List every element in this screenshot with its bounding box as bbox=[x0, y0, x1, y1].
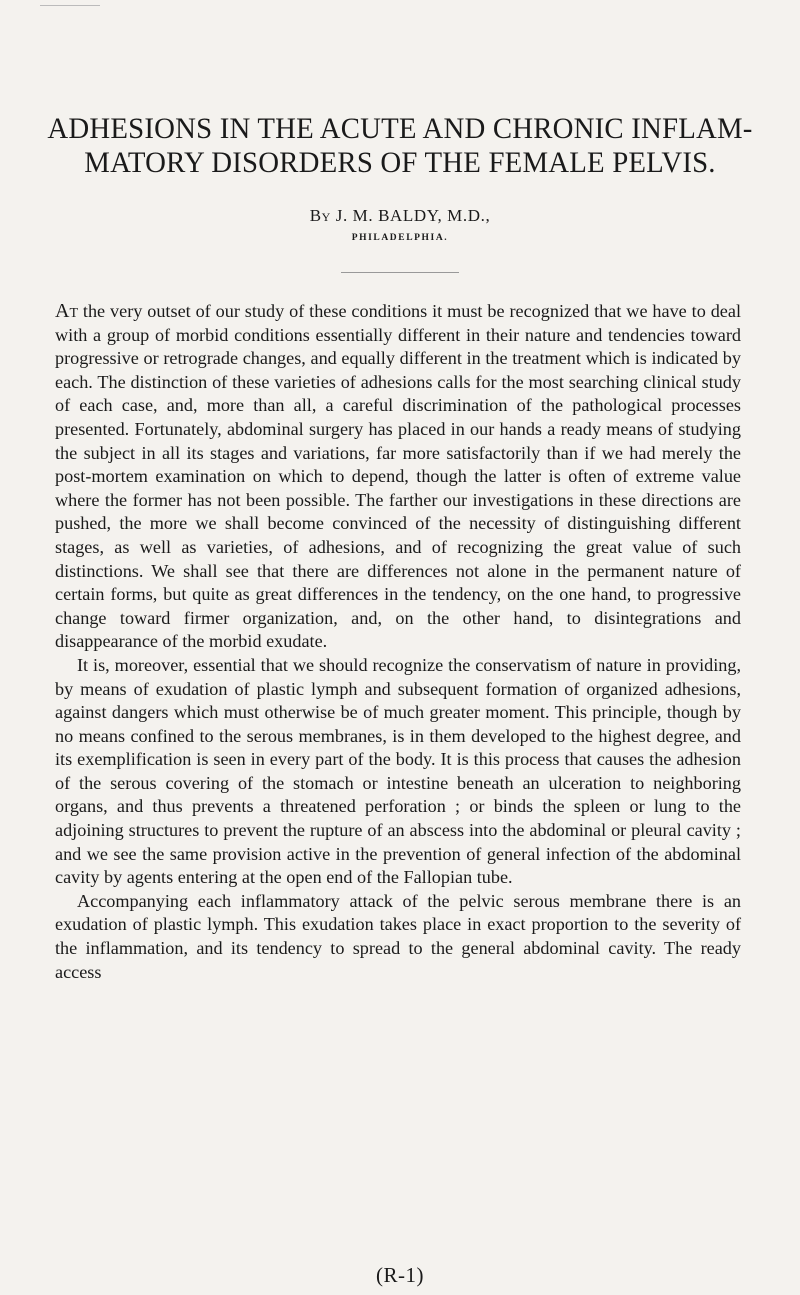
author-name: J. M. BALDY, M.D., bbox=[335, 206, 491, 225]
section-divider bbox=[341, 272, 459, 273]
byline bbox=[0, 206, 800, 226]
signature-mark: (R-1) bbox=[376, 1263, 424, 1287]
byline-prefix: By bbox=[309, 206, 331, 225]
author-city: PHILADELPHIA. bbox=[351, 233, 449, 243]
article-body bbox=[55, 300, 741, 984]
paragraph-3: Accompanying each inflammatory attack of the pelvic serous membrane there is an exudation of plastic lymph. This exudation takes place in exact proportion to the severity of the inflammation, and its tendency to spread to the general abdominal cavity. The ready access bbox=[55, 890, 741, 982]
paragraph-1-text: the very outset of our study of these conditions it must be recognized that we have to deal with a group of morbid conditions essentially different in their nature and tendencies toward progressive or retrograde changes, and equally different in the treatment which is indicated by each. The distinction of these varieties of adhesions calls for the most searching clinical study of each case, and, more than all, a careful discrimination of the pathological processes presented. Fortunately, abdominal surgery has placed in our hands a ready means of studying the subject in all its stages and variations, far more satisfactorily than if we had merely the post-mortem examination on which to depend, though the latter is often of extreme value where the former has not been possible. The farther our investigations in these directions are pushed, the more we shall become convinced of the necessity of distinguishing different stages, as well as varieties, of adhesions, and of recognizing the great value of such distinctions. We shall see that there are differences not alone in the permanent nature of certain forms, but quite as great differences in the tendency, on the one hand, to progressive change toward firmer organization, and, on the other hand, to disintegrations and disappearance of the morbid exudate. bbox=[55, 301, 741, 652]
top-rule bbox=[40, 5, 100, 6]
paragraph-1-lead: At bbox=[55, 300, 78, 322]
title-line-2: MATORY DISORDERS OF THE FEMALE PELVIS. bbox=[84, 146, 716, 179]
paragraph-1 bbox=[55, 300, 741, 654]
title-line-1: ADHESIONS IN THE ACUTE AND CHRONIC INFLAM- bbox=[47, 112, 753, 145]
paragraph-2: It is, moreover, essential that we should recognize the conservatism of nature in providing, by means of exudation of plastic lymph and subsequent formation of organized adhesions, against dangers which must otherwise be of much greater moment. This principle, though by no means confined to the serous membranes, is in them developed to the highest degree, and its exemplification is seen in every part of the body. It is this process that causes the adhesion of the serous covering of the stomach or intestine beneath an ulceration to neighboring organs, and thus prevents a threatened perforation ; or binds the spleen or lung to the adjoining structures to prevent the rupture of an abscess into the abdominal or pleural cavity ; and we see the same provision active in the prevention of general infection of the abdominal cavity by agents entering at the open end of the Fallopian tube. bbox=[55, 654, 741, 888]
